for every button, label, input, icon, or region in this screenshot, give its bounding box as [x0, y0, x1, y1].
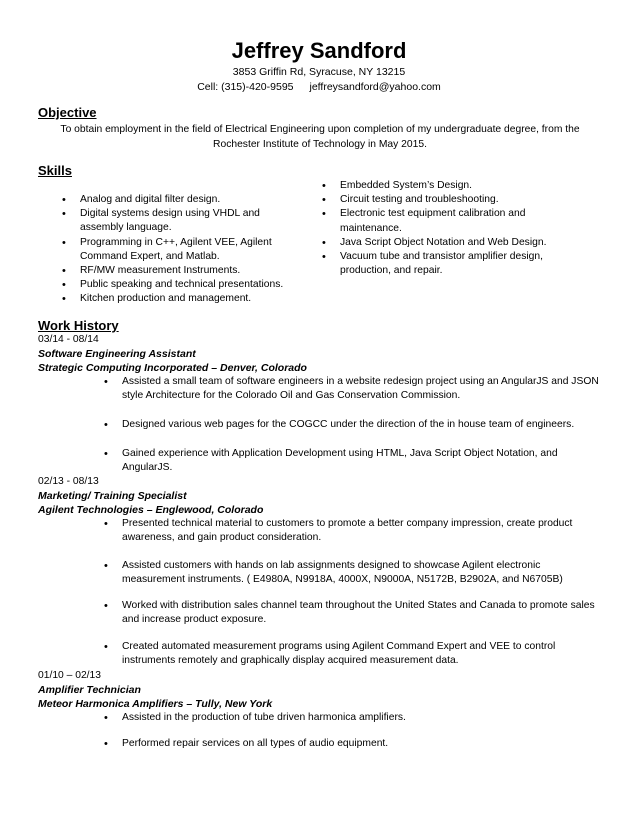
- list-item: • Gained experience with Application Development using HTML, Java Script Object Notation, and AngularJS.: [102, 447, 602, 475]
- list-item: • Electronic test equipment calibration and maintenance.: [318, 207, 553, 235]
- list-item: • Java Script Object Notation and Web Design.: [318, 236, 553, 250]
- job-duties: [102, 737, 602, 751]
- job-title: Amplifier Technician: [38, 684, 141, 696]
- job-company: Agilent Technologies – Englewood, Colorado: [38, 504, 264, 516]
- skills-list-right: [318, 179, 553, 278]
- list-item: • Assisted customers with hands on lab assignments designed to showcase Agilent electronic measurement instruments. ( E4980A, N9918A, 4000X, N9000A, N5172B, B2902A, and N6705B): [102, 559, 602, 587]
- job-dates: 03/14 - 08/14: [38, 334, 99, 345]
- job-duties: [102, 517, 602, 545]
- list-item: • Assisted in the production of tube driven harmonica amplifiers.: [102, 711, 602, 725]
- skills-heading: Skills: [38, 163, 72, 178]
- list-item: • Embedded System’s Design.: [318, 179, 553, 193]
- job-company: Meteor Harmonica Amplifiers – Tully, New York: [38, 698, 273, 710]
- list-item: • Analog and digital filter design.: [58, 193, 303, 207]
- list-item: • Circuit testing and troubleshooting.: [318, 193, 553, 207]
- list-item: • Presented technical material to customers to promote a better company impression, create product awareness, and gain product consideration.: [102, 517, 602, 545]
- skills-list-left: [58, 193, 303, 307]
- list-item: • Programming in C++, Agilent VEE, Agilent Command Expert, and Matlab.: [58, 236, 303, 264]
- list-item: • Vacuum tube and transistor amplifier design, production, and repair.: [318, 250, 553, 278]
- job-title: Marketing/ Training Specialist: [38, 490, 187, 502]
- job-duties: [102, 447, 602, 475]
- work-history-heading: Work History: [38, 318, 119, 333]
- job-dates: 01/10 – 02/13: [38, 670, 101, 681]
- cell-phone: Cell: (315)-420-9595: [197, 81, 294, 93]
- objective-heading: Objective: [38, 105, 97, 120]
- list-item: • Performed repair services on all types of audio equipment.: [102, 737, 602, 751]
- list-item: • Public speaking and technical presentations.: [58, 278, 303, 292]
- job-duties: [102, 418, 602, 432]
- list-item: • RF/MW measurement Instruments.: [58, 264, 303, 278]
- job-title: Software Engineering Assistant: [38, 348, 196, 360]
- list-item: • Kitchen production and management.: [58, 292, 303, 306]
- list-item: • Assisted a small team of software engineers in a website redesign project using an AngularJS and JSON style Architecture for the Colorado Oil and Gas Conservation Commission.: [102, 375, 602, 403]
- job-duties: [102, 711, 602, 725]
- list-item: • Created automated measurement programs using Agilent Command Expert and VEE to control instruments remotely and graphically display acquired measurement data.: [102, 640, 602, 668]
- job-duties: [102, 640, 602, 668]
- list-item: • Worked with distribution sales channel team throughout the United States and Canada to promote sales and increase product exposure.: [102, 599, 602, 627]
- objective-text: To obtain employment in the field of Electrical Engineering upon completion of my undergraduate degree, from the Rochester Institute of Technology in May 2015.: [60, 124, 580, 150]
- job-duties: [102, 559, 602, 587]
- list-item: • Designed various web pages for the COGCC under the direction of the in house team of engineers.: [102, 418, 602, 432]
- job-company: Strategic Computing Incorporated – Denver, Colorado: [38, 362, 307, 374]
- contact-line: [0, 80, 638, 94]
- job-dates: 02/13 - 08/13: [38, 476, 99, 487]
- job-duties: [102, 375, 602, 403]
- job-duties: [102, 599, 602, 627]
- candidate-name: Jeffrey Sandford: [231, 38, 407, 63]
- list-item: • Digital systems design using VHDL and assembly language.: [58, 207, 303, 235]
- email-address: jeffreysandford@yahoo.com: [309, 81, 441, 93]
- address: 3853 Griffin Rd, Syracuse, NY 13215: [232, 66, 406, 78]
